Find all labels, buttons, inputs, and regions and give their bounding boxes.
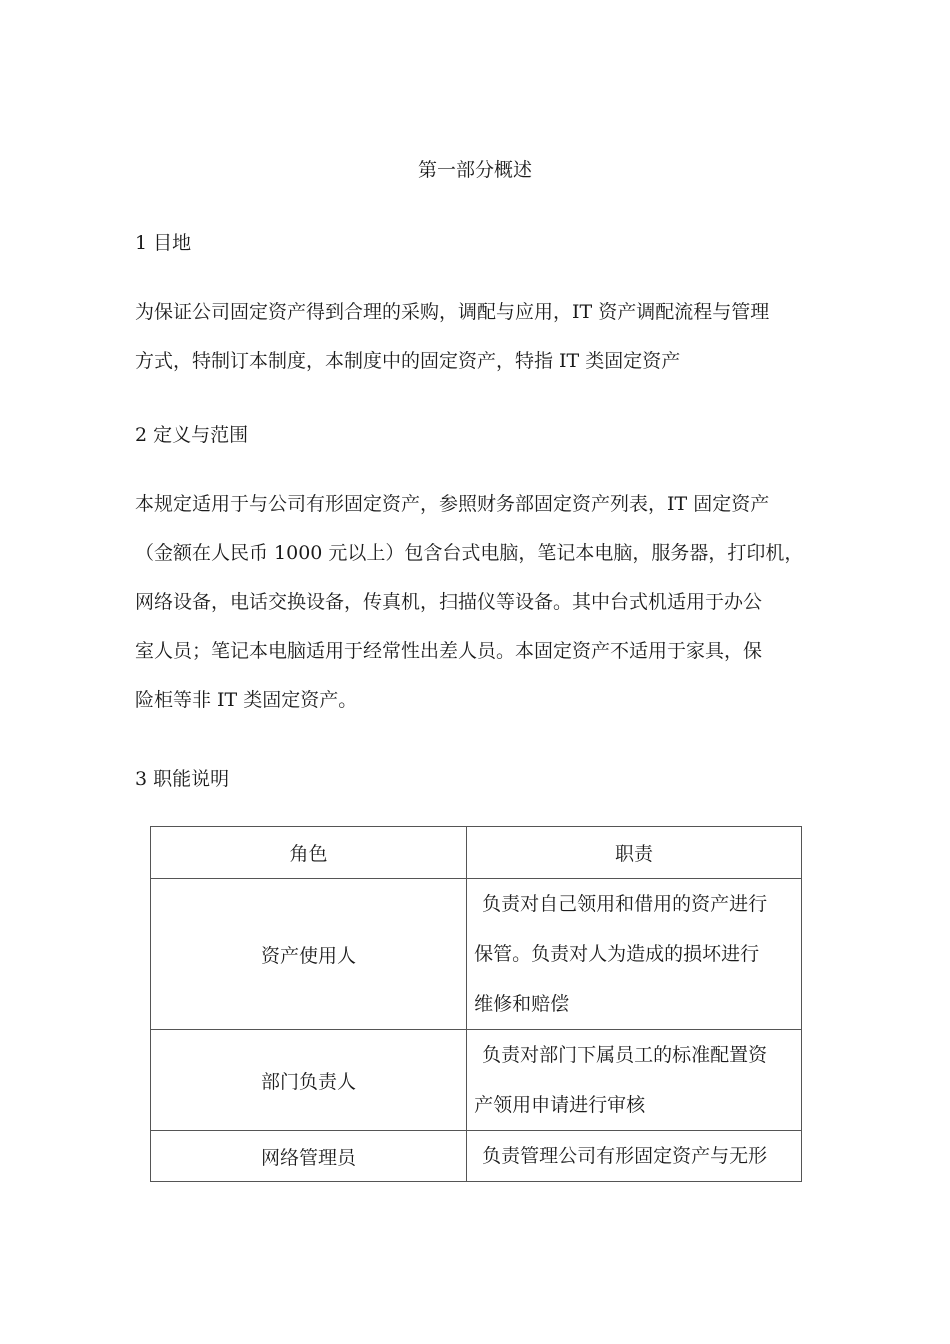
column-header-duty: 职责 <box>467 827 802 879</box>
section-heading-responsibilities: 3 职能说明 <box>135 768 230 790</box>
paragraph-line: 室人员；笔记本电脑适用于经常性出差人员。本固定资产不适用于家具，保 <box>135 640 763 662</box>
section-paragraph-scope <box>135 480 815 725</box>
duty-line: 负责管理公司有形固定资产与无形 <box>482 1145 768 1167</box>
paragraph-line: 险柜等非 IT 类固定资产。 <box>135 689 358 711</box>
table-header-row <box>151 827 802 879</box>
role-cell: 资产使用人 <box>151 879 467 1030</box>
role-cell: 部门负责人 <box>151 1030 467 1131</box>
table-row <box>151 1131 802 1182</box>
paragraph-line: 方式，特制订本制度，本制度中的固定资产，特指 IT 类固定资产 <box>135 350 681 372</box>
document-title: 第一部分概述 <box>417 159 532 181</box>
column-header-role: 角色 <box>151 827 467 879</box>
section-heading-purpose: 1 目地 <box>135 232 192 254</box>
duty-cell <box>467 1131 802 1182</box>
duty-line: 产领用申请进行审核 <box>474 1094 646 1116</box>
duty-cell <box>467 879 802 1030</box>
duty-line: 负责对部门下属员工的标准配置资 <box>482 1044 768 1066</box>
responsibilities-table <box>150 826 802 1182</box>
paragraph-line: 网络设备，电话交换设备，传真机，扫描仪等设备。其中台式机适用于办公 <box>135 591 763 613</box>
duty-line: 负责对自己领用和借用的资产进行 <box>482 893 768 915</box>
duty-line: 维修和赔偿 <box>474 993 570 1015</box>
role-cell: 网络管理员 <box>151 1131 467 1182</box>
table-row <box>151 879 802 1030</box>
section-paragraph-purpose <box>135 288 815 386</box>
table-row <box>151 1030 802 1131</box>
duty-cell <box>467 1030 802 1131</box>
paragraph-line: 本规定适用于与公司有形固定资产，参照财务部固定资产列表，IT 固定资产 <box>135 493 770 515</box>
section-heading-scope: 2 定义与范围 <box>135 424 249 446</box>
paragraph-line: 为保证公司固定资产得到合理的采购，调配与应用，IT 资产调配流程与管理 <box>135 301 770 323</box>
duty-line: 保管。负责对人为造成的损坏进行 <box>474 943 760 965</box>
paragraph-line: （金额在人民币 1000 元以上）包含台式电脑，笔记本电脑，服务器，打印机， <box>135 542 804 564</box>
